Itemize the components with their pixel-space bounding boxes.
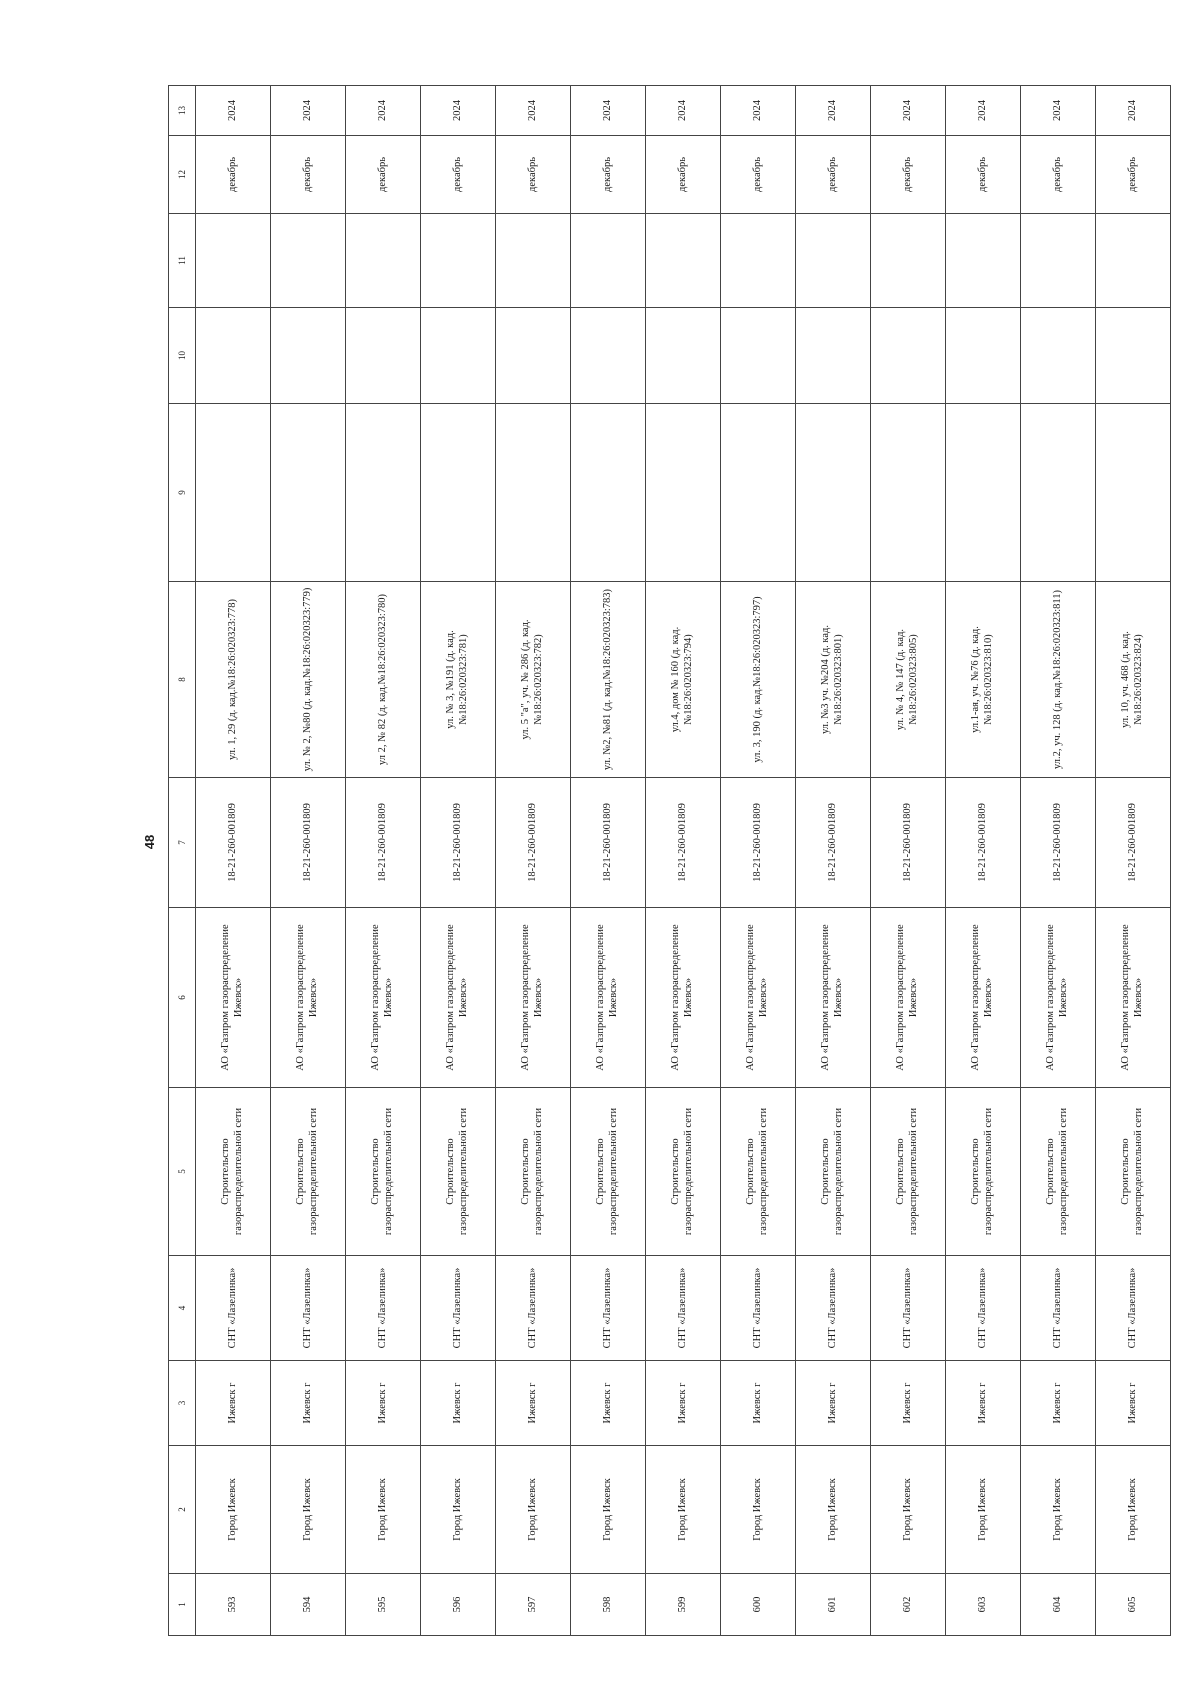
- table-cell: 18-21-260-001809: [571, 778, 646, 908]
- table-cell: СНТ «Лазелинка»: [571, 1256, 646, 1361]
- table-cell: 601: [796, 1574, 871, 1636]
- table-cell: 18-21-260-001809: [646, 778, 721, 908]
- table-cell: 18-21-260-001809: [946, 778, 1021, 908]
- table-cell: декабрь: [196, 136, 271, 214]
- table-cell: 2024: [346, 86, 421, 136]
- table-cell: СНТ «Лазелинка»: [271, 1256, 346, 1361]
- table-cell: [421, 404, 496, 582]
- table-cell: Строительство газораспределительной сети: [421, 1088, 496, 1256]
- table-cell: АО «Газпром газораспределение Ижевск»: [1096, 908, 1171, 1088]
- table-cell: Город Ижевск: [196, 1446, 271, 1574]
- table-cell: Строительство газораспределительной сети: [796, 1088, 871, 1256]
- table-cell: Ижевск г: [196, 1361, 271, 1446]
- table-cell: [421, 308, 496, 404]
- table-cell: АО «Газпром газораспределение Ижевск»: [271, 908, 346, 1088]
- table-cell: декабрь: [796, 136, 871, 214]
- table-body: [196, 86, 1171, 1636]
- table-cell: ул.2, уч. 128 (д. кад.№18:26:020323:811): [1021, 582, 1096, 778]
- table-cell: [721, 308, 796, 404]
- table-cell: Город Ижевск: [946, 1446, 1021, 1574]
- table-cell: 18-21-260-001809: [346, 778, 421, 908]
- table-cell: СНТ «Лазелинка»: [946, 1256, 1021, 1361]
- table-container: [168, 86, 1144, 1636]
- table-cell: АО «Газпром газораспределение Ижевск»: [946, 908, 1021, 1088]
- table-cell: АО «Газпром газораспределение Ижевск»: [196, 908, 271, 1088]
- table-cell: Город Ижевск: [1096, 1446, 1171, 1574]
- table-cell: СНТ «Лазелинка»: [1096, 1256, 1171, 1361]
- table-row: [571, 86, 646, 1636]
- table-cell: СНТ «Лазелинка»: [721, 1256, 796, 1361]
- table-cell: [1096, 308, 1171, 404]
- table-cell: [271, 308, 346, 404]
- table-cell: 18-21-260-001809: [196, 778, 271, 908]
- table-cell: [646, 308, 721, 404]
- table-cell: декабрь: [421, 136, 496, 214]
- table-cell: ул.4, дом № 160 (д. кад.№18:26:020323:794): [646, 582, 721, 778]
- column-header: 2: [169, 1446, 196, 1574]
- table-cell: [496, 404, 571, 582]
- table-cell: [646, 404, 721, 582]
- table-cell: Город Ижевск: [271, 1446, 346, 1574]
- table-cell: ул. 1, 29 (д. кад.№18:26:020323:778): [196, 582, 271, 778]
- table-cell: Ижевск г: [796, 1361, 871, 1446]
- table-cell: 2024: [196, 86, 271, 136]
- table-cell: Ижевск г: [571, 1361, 646, 1446]
- table-cell: [346, 308, 421, 404]
- table-cell: Строительство газораспределительной сети: [196, 1088, 271, 1256]
- table-cell: 598: [571, 1574, 646, 1636]
- table-cell: 18-21-260-001809: [871, 778, 946, 908]
- table-cell: Ижевск г: [1096, 1361, 1171, 1446]
- column-header: 4: [169, 1256, 196, 1361]
- table-cell: 602: [871, 1574, 946, 1636]
- table-cell: декабрь: [946, 136, 1021, 214]
- table-cell: [196, 308, 271, 404]
- table-cell: [496, 214, 571, 308]
- table-row: [871, 86, 946, 1636]
- table-cell: Город Ижевск: [421, 1446, 496, 1574]
- table-cell: ул. № 3, №191 (д. кад.№18:26:020323:781): [421, 582, 496, 778]
- table-cell: Ижевск г: [271, 1361, 346, 1446]
- table-cell: декабрь: [646, 136, 721, 214]
- table-cell: АО «Газпром газораспределение Ижевск»: [796, 908, 871, 1088]
- table-cell: 2024: [421, 86, 496, 136]
- table-cell: [571, 404, 646, 582]
- table-cell: Ижевск г: [421, 1361, 496, 1446]
- table-cell: ул. 5 "а", уч. № 286 (д. кад.№18:26:020323:782): [496, 582, 571, 778]
- table-cell: [571, 308, 646, 404]
- table-cell: 594: [271, 1574, 346, 1636]
- column-header: 11: [169, 214, 196, 308]
- table-cell: АО «Газпром газораспределение Ижевск»: [721, 908, 796, 1088]
- table-cell: Ижевск г: [496, 1361, 571, 1446]
- table-row: [646, 86, 721, 1636]
- table-cell: 18-21-260-001809: [421, 778, 496, 908]
- table-cell: [721, 404, 796, 582]
- table-cell: 599: [646, 1574, 721, 1636]
- table-cell: [796, 308, 871, 404]
- table-cell: декабрь: [721, 136, 796, 214]
- table-cell: ул. № 4, № 147 (д. кад.№18:26:020323:805): [871, 582, 946, 778]
- table-cell: 2024: [871, 86, 946, 136]
- column-header: 5: [169, 1088, 196, 1256]
- table-cell: Строительство газораспределительной сети: [496, 1088, 571, 1256]
- table-cell: Город Ижевск: [1021, 1446, 1096, 1574]
- table-cell: АО «Газпром газораспределение Ижевск»: [346, 908, 421, 1088]
- table-cell: 18-21-260-001809: [721, 778, 796, 908]
- table-cell: [1096, 214, 1171, 308]
- table-cell: [571, 214, 646, 308]
- table-cell: Строительство газораспределительной сети: [571, 1088, 646, 1256]
- table-cell: [946, 404, 1021, 582]
- table-cell: 18-21-260-001809: [271, 778, 346, 908]
- table-cell: 597: [496, 1574, 571, 1636]
- table-cell: [721, 214, 796, 308]
- table-cell: [196, 214, 271, 308]
- table-cell: Город Ижевск: [496, 1446, 571, 1574]
- table-row: [196, 86, 271, 1636]
- table-cell: Ижевск г: [871, 1361, 946, 1446]
- table-cell: Строительство газораспределительной сети: [646, 1088, 721, 1256]
- table-cell: Город Ижевск: [721, 1446, 796, 1574]
- table-cell: [1096, 404, 1171, 582]
- table-header-row: [169, 86, 196, 1636]
- table-cell: 2024: [1021, 86, 1096, 136]
- table-cell: Строительство газораспределительной сети: [1021, 1088, 1096, 1256]
- table-cell: [421, 214, 496, 308]
- table-cell: Город Ижевск: [571, 1446, 646, 1574]
- table-cell: АО «Газпром газораспределение Ижевск»: [571, 908, 646, 1088]
- table-cell: Ижевск г: [346, 1361, 421, 1446]
- table-cell: [346, 404, 421, 582]
- table-cell: 600: [721, 1574, 796, 1636]
- table-cell: декабрь: [571, 136, 646, 214]
- table-row: [796, 86, 871, 1636]
- table-cell: [346, 214, 421, 308]
- table-cell: [871, 404, 946, 582]
- table-cell: [196, 404, 271, 582]
- table-row: [1021, 86, 1096, 1636]
- table-row: [346, 86, 421, 1636]
- table-cell: Строительство газораспределительной сети: [871, 1088, 946, 1256]
- table-cell: АО «Газпром газораспределение Ижевск»: [496, 908, 571, 1088]
- table-cell: 604: [1021, 1574, 1096, 1636]
- table-cell: декабрь: [871, 136, 946, 214]
- table-cell: [1021, 214, 1096, 308]
- table-cell: СНТ «Лазелинка»: [421, 1256, 496, 1361]
- construction-schedule-table: [168, 85, 1171, 1636]
- column-header: 8: [169, 582, 196, 778]
- table-cell: 2024: [271, 86, 346, 136]
- table-cell: 2024: [946, 86, 1021, 136]
- column-header: 13: [169, 86, 196, 136]
- table-cell: 2024: [496, 86, 571, 136]
- table-cell: Ижевск г: [721, 1361, 796, 1446]
- table-row: [721, 86, 796, 1636]
- table-cell: Строительство газораспределительной сети: [946, 1088, 1021, 1256]
- table-cell: АО «Газпром газораспределение Ижевск»: [871, 908, 946, 1088]
- table-row: [1096, 86, 1171, 1636]
- table-cell: [796, 214, 871, 308]
- table-cell: 18-21-260-001809: [796, 778, 871, 908]
- table-cell: [946, 214, 1021, 308]
- table-cell: ул. №3 уч. №204 (д. кад.№18:26:020323:801): [796, 582, 871, 778]
- column-header: 9: [169, 404, 196, 582]
- table-cell: [871, 214, 946, 308]
- table-cell: 18-21-260-001809: [1021, 778, 1096, 908]
- table-cell: 2024: [1096, 86, 1171, 136]
- column-header: 10: [169, 308, 196, 404]
- table-cell: 2024: [796, 86, 871, 136]
- table-cell: СНТ «Лазелинка»: [346, 1256, 421, 1361]
- table-row: [271, 86, 346, 1636]
- table-cell: ул 2, № 82 (д. кад.№18:26:020323:780): [346, 582, 421, 778]
- table-cell: Город Ижевск: [796, 1446, 871, 1574]
- table-cell: СНТ «Лазелинка»: [646, 1256, 721, 1361]
- table-cell: 595: [346, 1574, 421, 1636]
- table-cell: 18-21-260-001809: [496, 778, 571, 908]
- table-cell: декабрь: [1021, 136, 1096, 214]
- table-cell: АО «Газпром газораспределение Ижевск»: [421, 908, 496, 1088]
- table-cell: Строительство газораспределительной сети: [271, 1088, 346, 1256]
- table-cell: Город Ижевск: [346, 1446, 421, 1574]
- table-cell: 593: [196, 1574, 271, 1636]
- table-cell: 2024: [646, 86, 721, 136]
- table-cell: декабрь: [346, 136, 421, 214]
- table-cell: 596: [421, 1574, 496, 1636]
- table-cell: [271, 404, 346, 582]
- table-cell: АО «Газпром газораспределение Ижевск»: [1021, 908, 1096, 1088]
- page-number: 48: [142, 834, 157, 850]
- table-cell: 605: [1096, 1574, 1171, 1636]
- table-cell: [1021, 308, 1096, 404]
- table-cell: СНТ «Лазелинка»: [196, 1256, 271, 1361]
- table-cell: Ижевск г: [946, 1361, 1021, 1446]
- table-cell: декабрь: [1096, 136, 1171, 214]
- table-cell: [271, 214, 346, 308]
- table-cell: 2024: [721, 86, 796, 136]
- table-cell: декабрь: [271, 136, 346, 214]
- table-cell: Строительство газораспределительной сети: [721, 1088, 796, 1256]
- table-cell: ул. 10, уч. 468 (д. кад.№18:26:020323:824): [1096, 582, 1171, 778]
- column-header: 7: [169, 778, 196, 908]
- column-header: 1: [169, 1574, 196, 1636]
- column-header: 12: [169, 136, 196, 214]
- table-cell: [871, 308, 946, 404]
- table-cell: ул.1-ая, уч. №76 (д. кад.№18:26:020323:810): [946, 582, 1021, 778]
- table-cell: Ижевск г: [646, 1361, 721, 1446]
- table-cell: [646, 214, 721, 308]
- table-cell: ул. №2, №81 (д. кад.№18:26:020323:783): [571, 582, 646, 778]
- column-header: 6: [169, 908, 196, 1088]
- table-cell: [946, 308, 1021, 404]
- table-row: [946, 86, 1021, 1636]
- table-cell: Город Ижевск: [646, 1446, 721, 1574]
- table-cell: 2024: [571, 86, 646, 136]
- table-cell: АО «Газпром газораспределение Ижевск»: [646, 908, 721, 1088]
- table-cell: СНТ «Лазелинка»: [1021, 1256, 1096, 1361]
- table-row: [496, 86, 571, 1636]
- table-cell: [1021, 404, 1096, 582]
- table-cell: 18-21-260-001809: [1096, 778, 1171, 908]
- table-cell: СНТ «Лазелинка»: [871, 1256, 946, 1361]
- table-cell: СНТ «Лазелинка»: [496, 1256, 571, 1361]
- table-cell: ул. № 2, №80 (д. кад.№18:26:020323:779): [271, 582, 346, 778]
- table-row: [421, 86, 496, 1636]
- table-cell: декабрь: [496, 136, 571, 214]
- table-cell: СНТ «Лазелинка»: [796, 1256, 871, 1361]
- table-cell: Ижевск г: [1021, 1361, 1096, 1446]
- table-cell: [796, 404, 871, 582]
- table-cell: ул. 3, 190 (д. кад.№18:26:020323:797): [721, 582, 796, 778]
- table-cell: Строительство газораспределительной сети: [1096, 1088, 1171, 1256]
- table-cell: [496, 308, 571, 404]
- table-cell: Строительство газораспределительной сети: [346, 1088, 421, 1256]
- column-header: 3: [169, 1361, 196, 1446]
- table-cell: Город Ижевск: [871, 1446, 946, 1574]
- table-cell: 603: [946, 1574, 1021, 1636]
